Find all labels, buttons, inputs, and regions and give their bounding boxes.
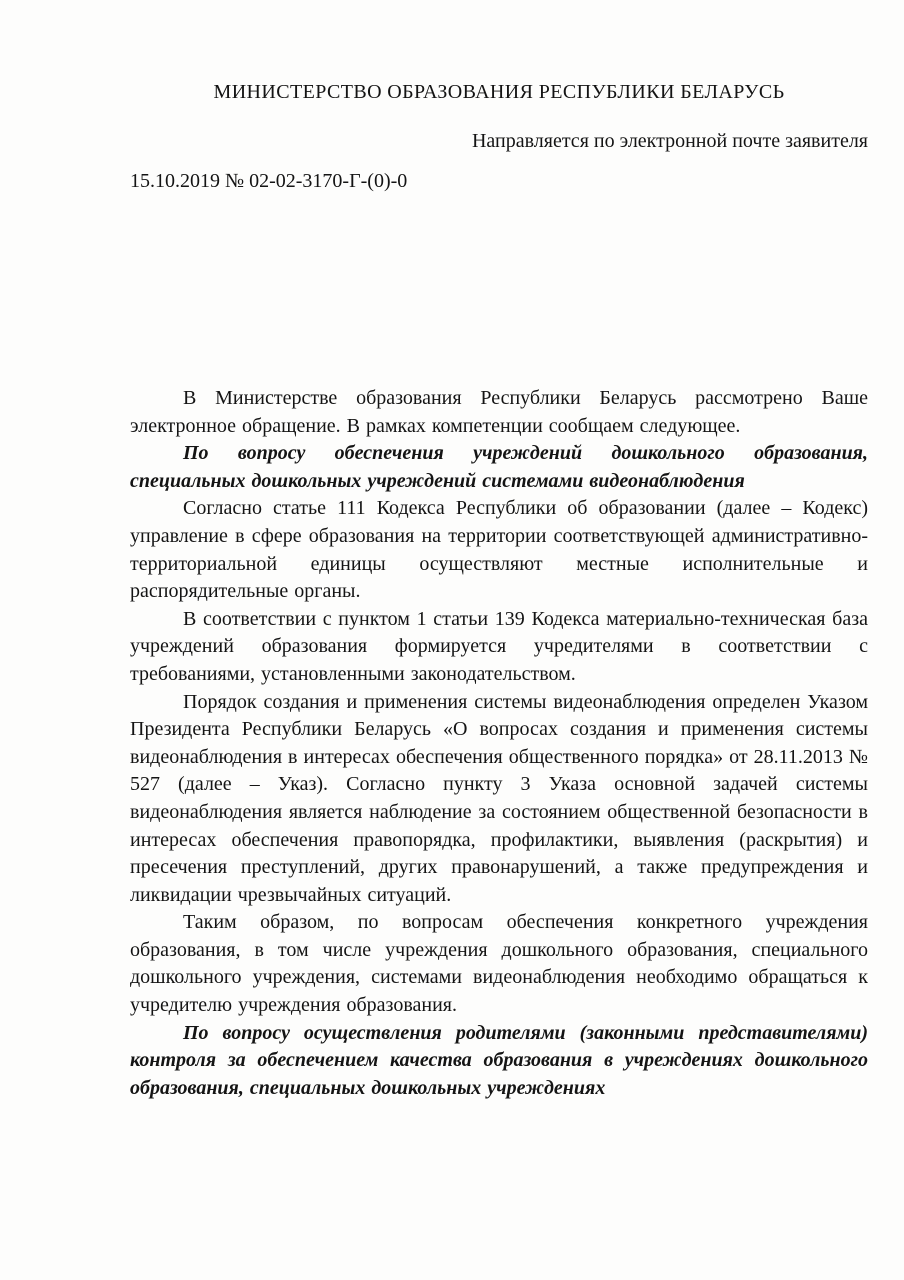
section-heading: По вопросу обеспечения учреждений дошкольного образования, специальных дошкольных учреждений системами видеонаблюдения <box>130 442 868 492</box>
paragraph: Порядок создания и применения системы видеонаблюдения определен Указом Президента Республики Беларусь «О вопросах создания и применения системы видеонаблюдения в интересах обеспечения общественного порядка» от 28.11.2013 № 527 (далее – Указ). Согласно пункту 3 Указа основной задачей системы видеонаблюдения является наблюдение за состоянием общественной безопасности в интересах обеспечения правопорядка, профилактики, выявления (раскрытия) и пресечения преступлений, других правонарушений, а также предупреждения и ликвидации чрезвычайных ситуаций. <box>130 690 868 906</box>
paragraph: В Министерстве образования Республики Беларусь рассмотрено Ваше электронное обращение. В рамках компетенции сообщаем следующее. <box>130 387 868 437</box>
delivery-note: Направляется по электронной почте заявителя <box>471 130 868 152</box>
paragraph: В соответствии с пунктом 1 статьи 139 Кодекса материально-техническая база учреждений образования формируется учредителями в соответствии с требованиями, установленными законодательством. <box>130 607 868 685</box>
document-body <box>130 385 868 1102</box>
ministry-title: МИНИСТЕРСТВО ОБРАЗОВАНИЯ РЕСПУБЛИКИ БЕЛАРУСЬ <box>213 81 785 103</box>
paragraph: Таким образом, по вопросам обеспечения конкретного учреждения образования, в том числе учреждения дошкольного образования, специального дошкольного учреждения, системами видеонаблюдения необходимо обращаться к учредителю учреждения образования. <box>130 911 868 1017</box>
document-content <box>130 0 868 1102</box>
reference-line: 15.10.2019 № 02-02-3170-Г-(0)-0 <box>130 170 408 192</box>
section-heading: По вопросу осуществления родителями (законными представителями) контроля за обеспечением качества образования в учреждениях дошкольного образования, специальных дошкольных учреждениях <box>130 1021 868 1099</box>
paragraph: Согласно статье 111 Кодекса Республики об образовании (далее – Кодекс) управление в сфере образования на территории соответствующей административно-территориальной единицы осуществляют местные исполнительные и распорядительные органы. <box>130 497 868 603</box>
